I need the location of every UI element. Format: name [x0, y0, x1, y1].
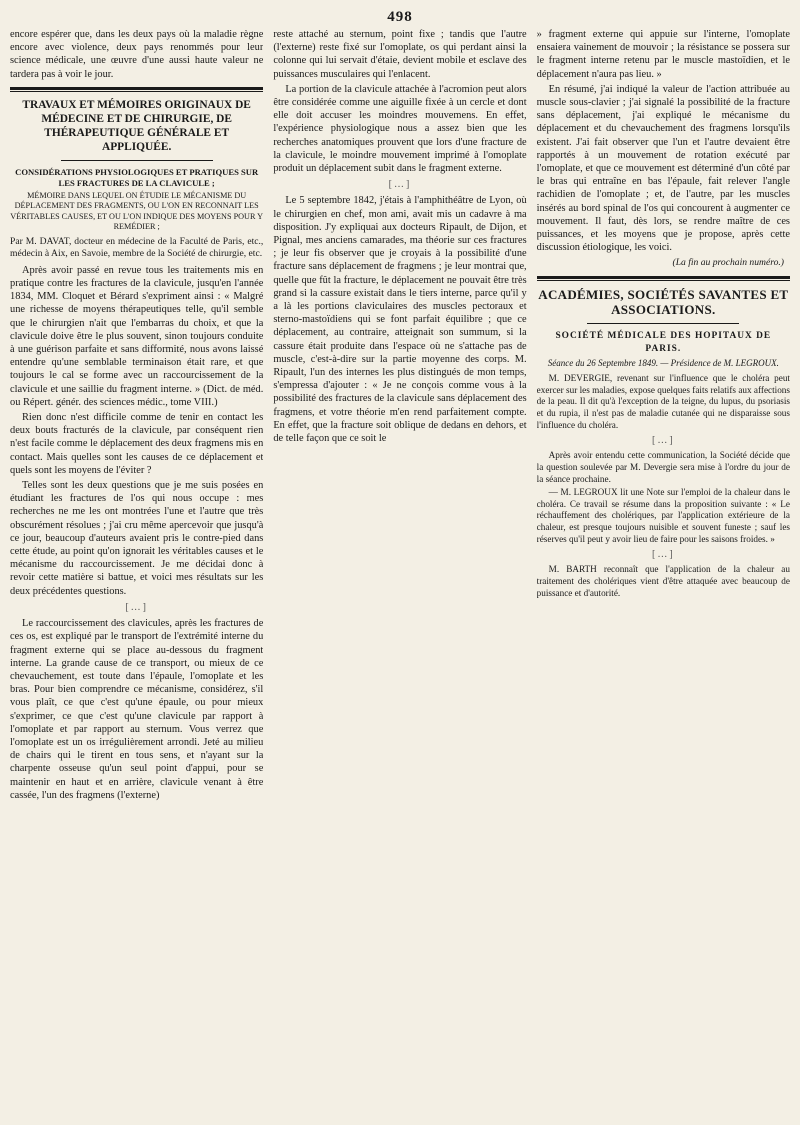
col3-paragraph: » fragment externe qui appuie sur l'interne, l'omoplate ensaiera vainement de mouvoir ; la résistance se possera sur le fragment interne retenu par le muscle mastoïdien, et le déplacement n'aura pas lieu. » — [536, 29, 790, 80]
column-3 — [537, 28, 790, 1103]
article-byline: Par M. DAVAT, docteur en médecine de la Faculté de Paris, etc., médecin à Aix, en Savoie, membre de la Société de chirurgie, etc. — [10, 235, 264, 259]
column-1 — [10, 28, 263, 1103]
article-subhead: CONSIDÉRATIONS PHYSIOLOGIQUES ET PRATIQUES SUR LES FRACTURES DE LA CLAVICULE ; — [15, 166, 259, 188]
col2-paragraph: Le 5 septembre 1842, j'étais à l'amphithéâtre de Lyon, où le chirurgien en chef, mon ami, avait mis un cadavre à ma disposition. J'y expliquai aux docteurs Ripault, de Dijon, et Pignal, mes anciens camarades, ma théorie sur ces fractures ; je leur fis observer que je croyais à la possibilité d'une fracture sans déplacement de fragmens ; je leur montrai que, quelle que fût la fracture, le déplacement ne pouvait être très grand si la cassure existait dans le tiers interne, parce qu'il y a là les portions claviculaires des muscles pectoraux et sterno-mastoïdiens qui se font parfait équilibre ; que ce déplacement, au contraire, atteignait son summum, si la cassure était produite dans l'espace où ne s'attache pas de muscle, c'est-à-dire sur la partie moyenne des corps. M. Ripault, l'un des internes les plus distingués de mon temps, s'empressa d'ajouter : « Je ne conçois comme vous à la possibilité des fractures de la clavicule sans déplacement des fragmens, et votre théorie m'en rend parfaitement compte. En effet, que la fracture soit oblique de dedans en dehors, et de telle façon que ce soit le — [273, 195, 527, 445]
col1-paragraph: Telles sont les deux questions que je me suis posées en étudiant les fractures de l'os qui nous occupe : mes recherches ne me les ont montrées l'une et l'autre que très obscurément résolues ; j'ai cru même apercevoir que jusqu'à ce jour, beaucoup d'auteurs avaient pris le contre-pied dans cette étude, au point qu'on ignorait les véritables causes et le mécanisme du raccourcissement. Je me décidai donc à revoir cette matière si battue, et voici mes résultats sur les deux précédentes questions. — [10, 480, 264, 597]
article-signoff: (La fin au prochain numéro.) — [672, 257, 784, 269]
newspaper-page — [10, 6, 790, 1111]
col2-paragraph: La portion de la clavicule attachée à l'acromion peut alors être considérée comme une aiguille fixée à un cercle et dont elle doit accuser les moindres mouvemens. En effet, l'expérience physiologique nous a assez bien que les recherches anatomiques prouvent que lors d'une fracture de la clavicule, le moindre mouvement imprimé à l'omoplate produit un déplacement subit dans le fragment externe. — [273, 83, 527, 175]
section-rule-thick — [537, 276, 790, 279]
col3-paragraph: M. DEVERGIE, revenant sur l'influence que le choléra peut exercer sur les maladies, expose quelques faits relatifs aux affections de la peau. Il dit qu'à l'exception de la teigne, du lupus, du psoriasis et du rupia, il n'est pas de maladie cutanée qui ne disparaisse sous l'influence du choléra. — [536, 373, 790, 430]
elision-marker: […] — [125, 601, 148, 613]
elision-marker: […] — [651, 549, 675, 561]
col1-paragraph: Rien donc n'est difficile comme de tenir en contact les deux bouts fracturés de la clavicule, par conséquent rien n'est facile comme le déplacement des deux fragmens mis en contact. Mais quelles sont les causes de ce déplacement et quels sont les moyens de l'éviter ? — [10, 412, 264, 476]
col1-paragraph: Le raccourcissement des clavicules, après les fractures de ces os, est expliqué par le transport de l'extrémité interne du fragment externe qui se place au-dessous du fragment interne. La grande cause de ce transport, ou mieux de ce chevauchement, est toute dans l'épaule, l'omoplate et les bras. Pour bien comprendre ce mécanisme, considérez, s'il vous plaît, ce que c'est qu'une épaule, ou pour mieux s'exprimer, ce que c'est qu'une clavicule par rapport à l'omoplate et par rapport au sternum. Vous verrez que l'omoplate est un os irrégulièrement arrondi. Jeté au milieu de chairs qui le tirent en tous sens, et n'ayant sur la charpente osseuse qu'un seul point d'appui, pour se maintenir en haut et en arrière, clavicule venant à être cassée, l'un des fragmens (l'externe) — [10, 618, 264, 801]
col3-paragraph: — M. LEGROUX lit une Note sur l'emploi de la chaleur dans le choléra. Ce travail se résume dans la proposition suivante : « Le réchauffement des cholériques, par l'application extérieure de la chaleur, est presque toujours nuisible et souvent funeste ; sauf les réserves qu'il peut y avoir lieu de faire pour les saisons froides. » — [536, 487, 790, 544]
page-number: 498 — [387, 9, 413, 25]
col3-paragraph: En résumé, j'ai indiqué la valeur de l'action attribuée au muscle sous-clavier ; j'ai signalé la possibilité de la fracture sans déplacement, j'ai expliqué le mécanisme du déplacement et du chevauchement des fragmens lorsqu'ils existent. J'ai fait observer que l'un et l'autre devaient être rapportés à un mouvement de rotation exécuté par l'omoplate, et que ce mouvement est déterminé d'un côté par le bras qui entraîne en bas l'épaule, fait relever l'angle rachidien de l'omoplate ; et, de l'autre, par les muscles insérés au bord spinal de l'os qui concourent à augmenter ce mouvement. Il faut, dès lors, se rendre maître de ces puissances, et les moyens que je propose, après cette discussion étiologique, les voici. — [536, 83, 790, 254]
section-rule-thick — [10, 87, 263, 90]
section-rule-thin — [537, 280, 790, 281]
society-session-date: Séance du 26 Septembre 1849. — Présidence de M. LEGROUX. — [547, 358, 779, 369]
section-title-travaux: TRAVAUX ET MÉMOIRES ORIGINAUX DE MÉDECINE ET DE CHIRURGIE, DE THÉRAPEUTIQUE GÉNÉRALE ET APPLIQUÉE. — [22, 98, 251, 153]
col1-paragraph: Après avoir passé en revue tous les traitements mis en pratique contre les fractures de la clavicule, jusqu'en l'année 1834, MM. Cloquet et Bérard s'expriment ainsi : « Malgré une richesse de moyens thérapeutiques telle, qu'il semble que le chirurgien n'ait que l'embarras du choix, et que la clavicule doive être le plus souvent, sinon toujours conduite à une guérison parfaite et sans difformité, nous avons laissé entendre qu'une semblable terminaison était rare, et que toujours le cal se forme avec un raccourcissement de la clavicule et une saillie du fragment interne. » (Dict. de méd. ou Répert. génér. des sciences médic., tome VIII.) — [10, 264, 264, 408]
section-title-academies: ACADÉMIES, SOCIÉTÉS SAVANTES ET ASSOCIATIONS. — [538, 286, 789, 317]
society-title: SOCIÉTÉ MÉDICALE DES HOPITAUX DE PARIS. — [555, 330, 772, 354]
col3-paragraph: Après avoir entendu cette communication, la Société décide que la question soulevée par M. Devergie sera mise à l'ordre du jour de la séance prochaine. — [536, 450, 790, 484]
col3-paragraph: M. BARTH reconnaît que l'application de la chaleur au traitement des cholériques vient d'être attaquée avec beaucoup de puissance et d'autorité. — [536, 564, 790, 598]
section-divider — [61, 160, 213, 161]
article-subhead-detail: MÉMOIRE DANS LEQUEL ON ÉTUDIE LE MÉCANISME DU DÉPLACEMENT DES FRAGMENTS, OU L'ON EN RECONNAIT LES VÉRITABLES CAUSES, ET OU L'ON INDIQUE DES MOYENS POUR Y REMÉDIER ; — [10, 190, 264, 232]
col2-paragraph: reste attaché au sternum, point fixe ; tandis que l'autre (l'externe) reste fixé sur l'omoplate, os qui perdant ainsi la colonne qui lui servait d'étaie, devient mobile et esclave des puissances musculaires qui l'enlacent. — [273, 29, 527, 80]
section-divider — [587, 323, 739, 324]
section-rule-thin — [10, 91, 263, 92]
elision-marker: […] — [651, 435, 675, 447]
elision-marker: […] — [388, 179, 412, 191]
col1-intro: encore espérer que, dans les deux pays où la maladie règne encore avec violence, deux pays renommés pour leur science médicale, une œuvre d'une aussi haute valeur ne tardera pas à voir le jour. — [10, 29, 264, 80]
columns — [10, 28, 790, 1103]
column-2 — [273, 28, 526, 1103]
